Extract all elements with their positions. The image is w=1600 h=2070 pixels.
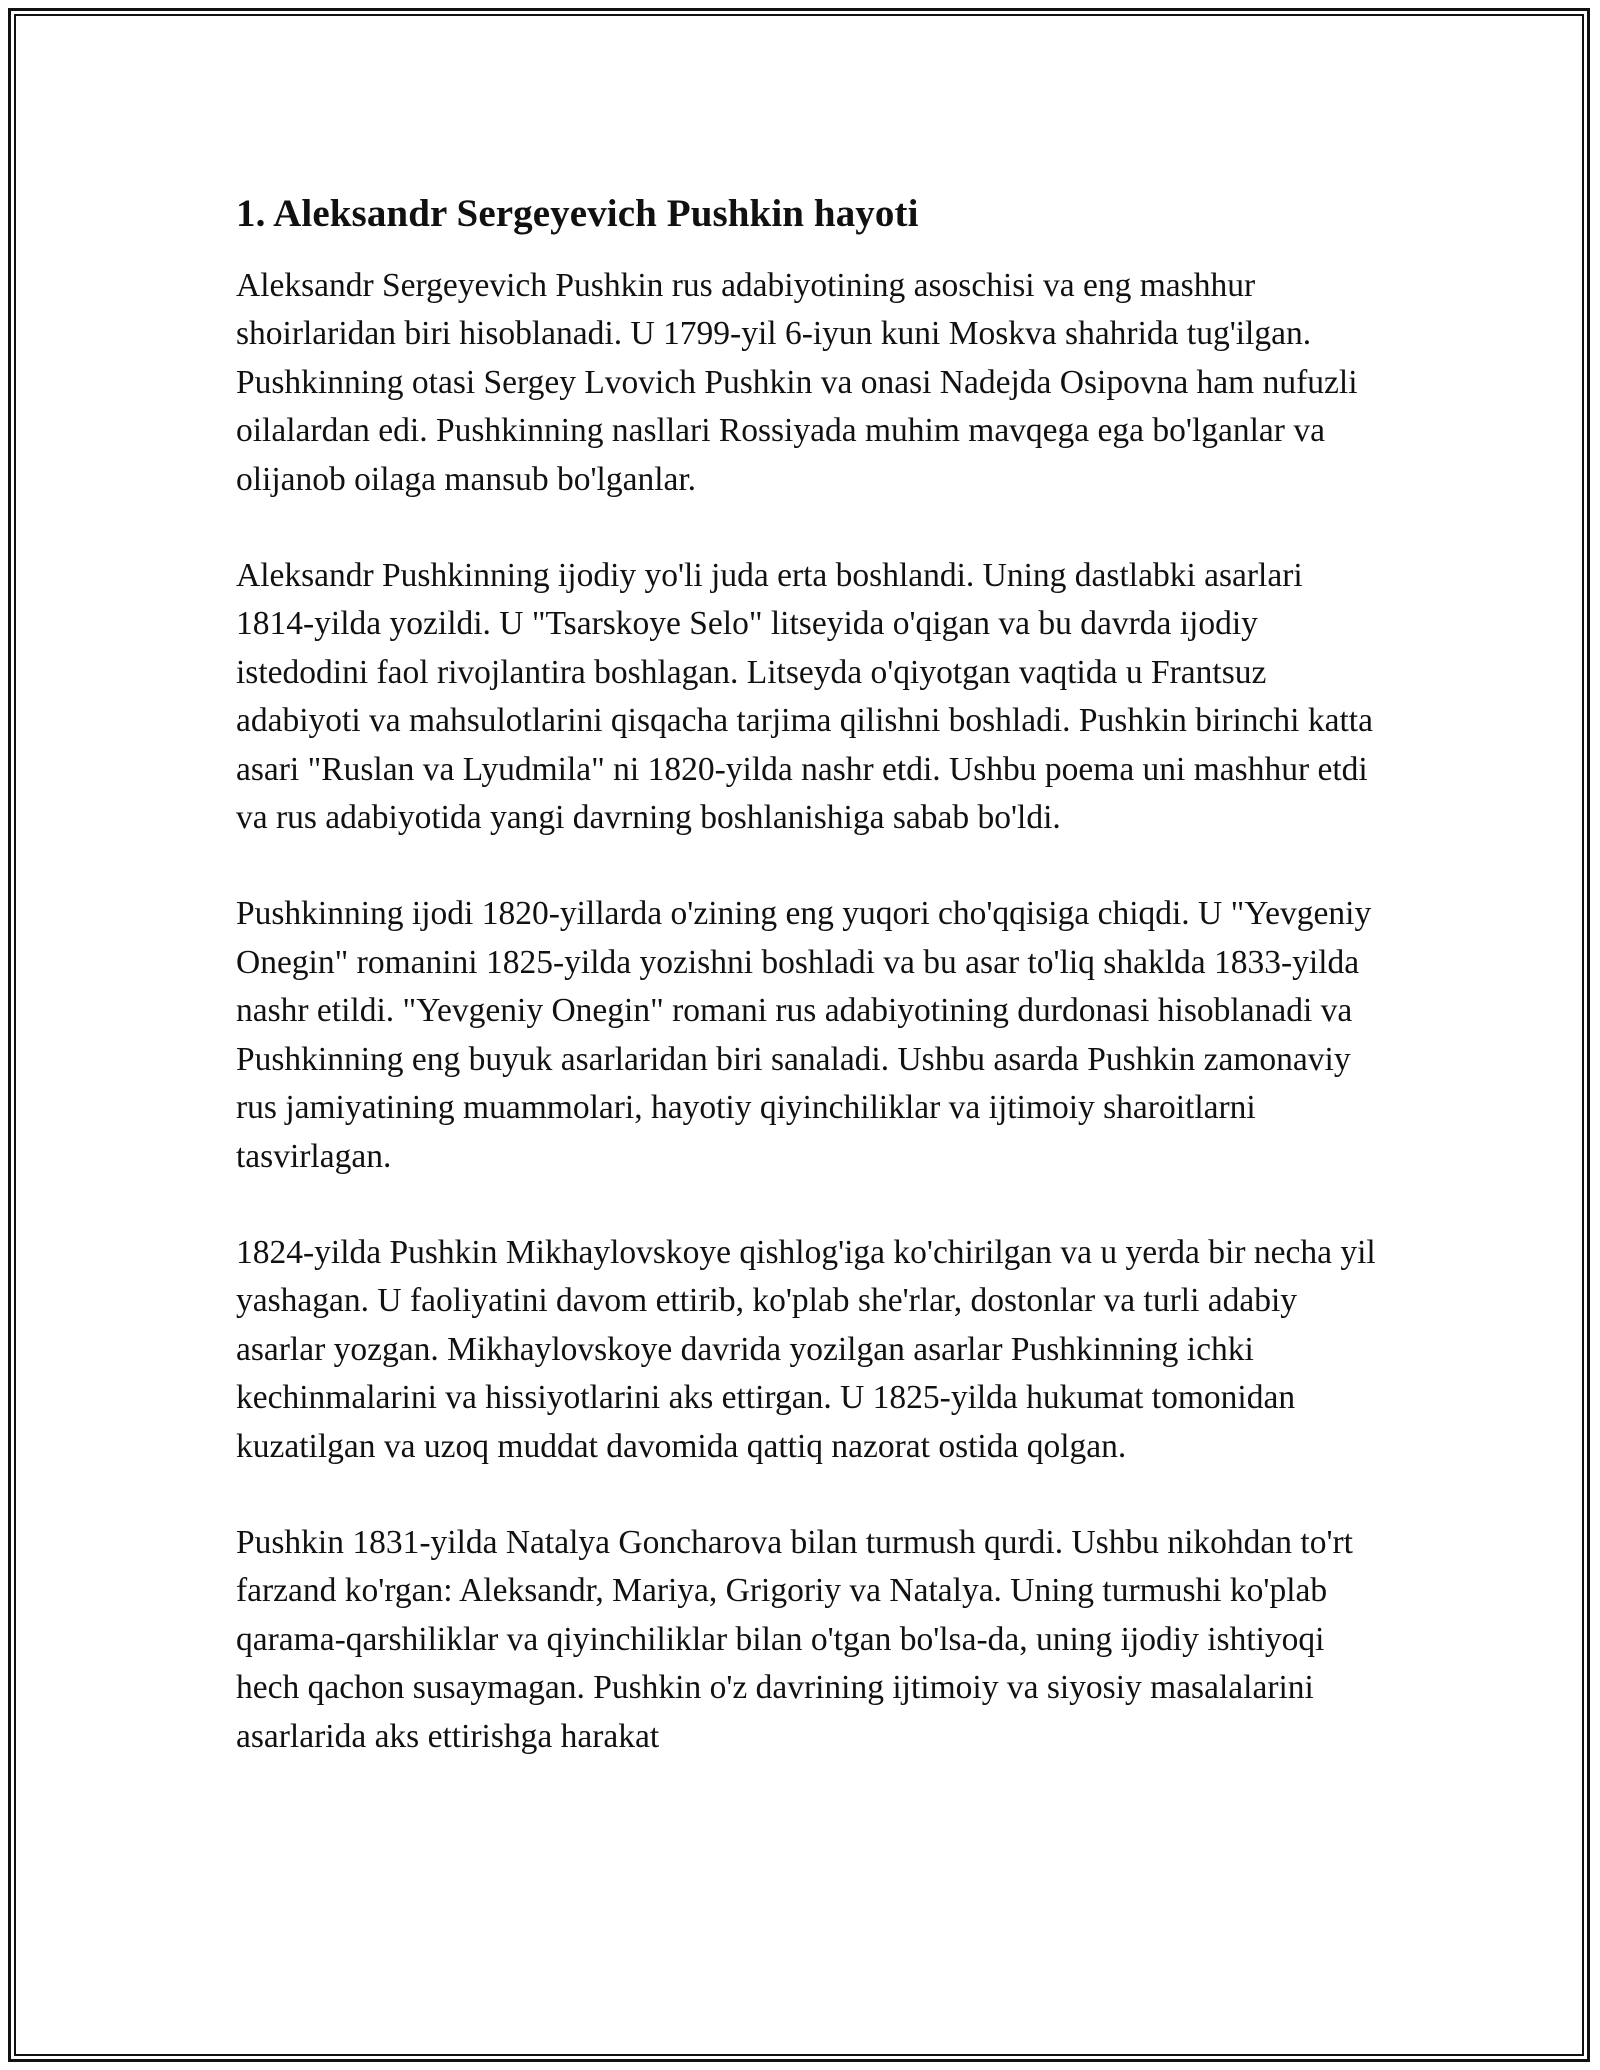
paragraph-3: Pushkinning ijodi 1820-yillarda o'zining eng yuqori cho'qqisiga chiqdi. U "Yevgeniy Onegin" romanini 1825-yilda yozishni boshladi va bu asar to'liq shaklda 1833-yilda nashr etildi. "Yevgeniy Onegin" romani rus adabiyotining durdonasi hisoblanadi va Pushkinning eng buyuk asarlaridan biri sanaladi. Ushbu asarda Pushkin zamonaviy rus jamiyatining muammolari, hayotiy qiyinchiliklar va ijtimoiy sharoitlarni tasvirlagan. [236,895,1372,1175]
paragraph-5: Pushkin 1831-yilda Natalya Goncharova bilan turmush qurdi. Ushbu nikohdan to'rt farzand ko'rgan: Aleksandr, Mariya, Grigoriy va Natalya. Uning turmushi ko'plab qarama-qarshiliklar va qiyinchiliklar bilan o'tgan bo'lsa-da, uning ijodiy ishtiyoqi hech qachon susaymagan. Pushkin o'z davrining ijtimoiy va siyosiy masalalarini asarlarida aks ettirishga harakat [236,1523,1353,1755]
paragraph-1: Aleksandr Sergeyevich Pushkin rus adabiyotining asoschisi va eng mashhur shoirlaridan biri hisoblanadi. U 1799-yil 6-iyun kuni Moskva shahrida tug'ilgan. Pushkinning otasi Sergey Lvovich Pushkin va onasi Nadejda Osipovna ham nufuzli oilalardan edi. Pushkinning nasllari Rossiyada muhim mavqega ega bo'lganlar va olijanob oilaga mansub bo'lganlar. [236,267,1358,498]
paragraph-2: Aleksandr Pushkinning ijodiy yo'li juda erta boshlandi. Uning dastlabki asarlari 1814-yilda yozildi. U "Tsarskoye Selo" litseyida o'qigan va bu davrda ijodiy istedodini faol rivojlantira boshlagan. Litseyda o'qiyotgan vaqtida u Frantsuz adabiyoti va mahsulotlarini qisqacha tarjima qilishni boshladi. Pushkin birinchi katta asari "Ruslan va Lyudmila" ni 1820-yilda nashr etdi. Ushbu poema uni mashhur etdi va rus adabiyotida yangi davrning boshlanishiga sabab bo'ldi. [236,557,1373,837]
section-heading: 1. Aleksandr Sergeyevich Pushkin hayoti [236,192,919,235]
document-body [236,187,1376,1809]
paragraph-4: 1824-yilda Pushkin Mikhaylovskoye qishlog'iga ko'chirilgan va u yerda bir necha yil yashagan. U faoliyatini davom ettirib, ko'plab she'rlar, dostonlar va turli adabiy asarlar yozgan. Mikhaylovskoye davrida yozilgan asarlar Pushkinning ichki kechinmalarini va hissiyotlarini aks ettirgan. U 1825-yilda hukumat tomonidan kuzatilgan va uzoq muddat davomida qattiq nazorat ostida qolgan. [236,1233,1376,1465]
